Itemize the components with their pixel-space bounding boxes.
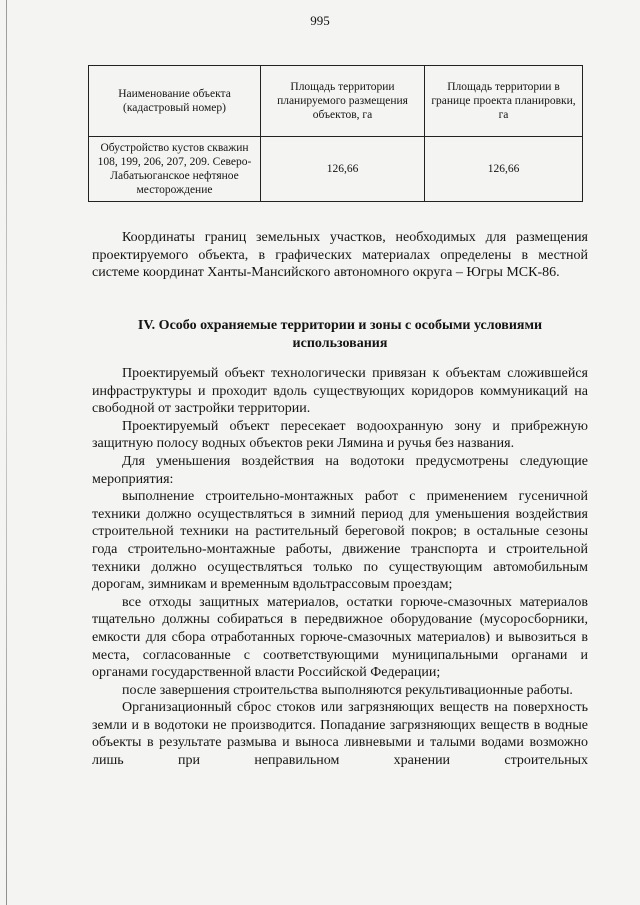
page-number: 995 — [310, 13, 330, 28]
paragraph: Организационный сброс стоков или загрязняющих веществ на поверхность земли и в водотоки не производится. Попадание загрязняющих веществ в водные объекты в результате размыва и выноса ливневыми и талыми водами возможно лишь при неправильном хранении строительных — [92, 700, 588, 769]
header-object-name: Наименование объекта (кадастровый номер) — [89, 66, 261, 137]
section-body — [92, 365, 588, 770]
cell-object-name: Обустройство кустов скважин 108, 199, 206, 207, 209. Северо-Лабатьюганское нефтяное месторождение — [89, 137, 261, 202]
header-project-area: Площадь территории в границе проекта планировки, га — [425, 66, 583, 137]
coordinates-block — [92, 229, 588, 282]
table-header-row — [89, 66, 583, 137]
cell-project-area: 126,66 — [425, 137, 583, 202]
page-edge — [6, 0, 7, 905]
objects-table — [88, 65, 583, 202]
header-planned-area: Площадь территории планируемого размещения объектов, га — [261, 66, 425, 137]
paragraph: Для уменьшения воздействия на водотоки предусмотрены следующие мероприятия: — [92, 453, 588, 487]
list-item: после завершения строительства выполняются рекультивационные работы. — [122, 682, 573, 698]
list-item: все отходы защитных материалов, остатки горюче-смазочных материалов тщательно должны собираться в передвижное оборудование (мусоросборники, емкости для сбора отработанных горюче-смазочных материалов) и вывозиться в места, согласованные с соответствующими муниципальными органами и органами государственной власти Российской Федерации; — [92, 594, 588, 681]
paragraph: Проектируемый объект технологически привязан к объектам сложившейся инфраструктуры и проходит вдоль существующих коридоров коммуникаций на свободной от застройки территории. — [92, 366, 588, 417]
section-heading: IV. Особо охраняемые территории и зоны с особыми условиями использования — [137, 318, 543, 351]
cell-planned-area: 126,66 — [261, 137, 425, 202]
coordinates-paragraph: Координаты границ земельных участков, необходимых для размещения проектируемого объекта, в графических материалах определены в местной системе координат Ханты-Мансийского автономного округа – Югры МСК-86. — [92, 230, 588, 281]
list-item: выполнение строительно-монтажных работ с применением гусеничной техники должно осуществляться в зимний период для уменьшения воздействия строительной техники на растительный береговой покров; в остальные сезоны года строительно-монтажные работы, движение транспорта и строительной техники должно осуществляться только по существующим автомобильным дорогам, зимникам и временным вдольтрассовым проездам; — [92, 489, 588, 593]
table-row — [89, 137, 583, 202]
paragraph: Проектируемый объект пересекает водоохранную зону и прибрежную защитную полосу водных объектов реки Лямина и ручья без названия. — [92, 418, 588, 452]
